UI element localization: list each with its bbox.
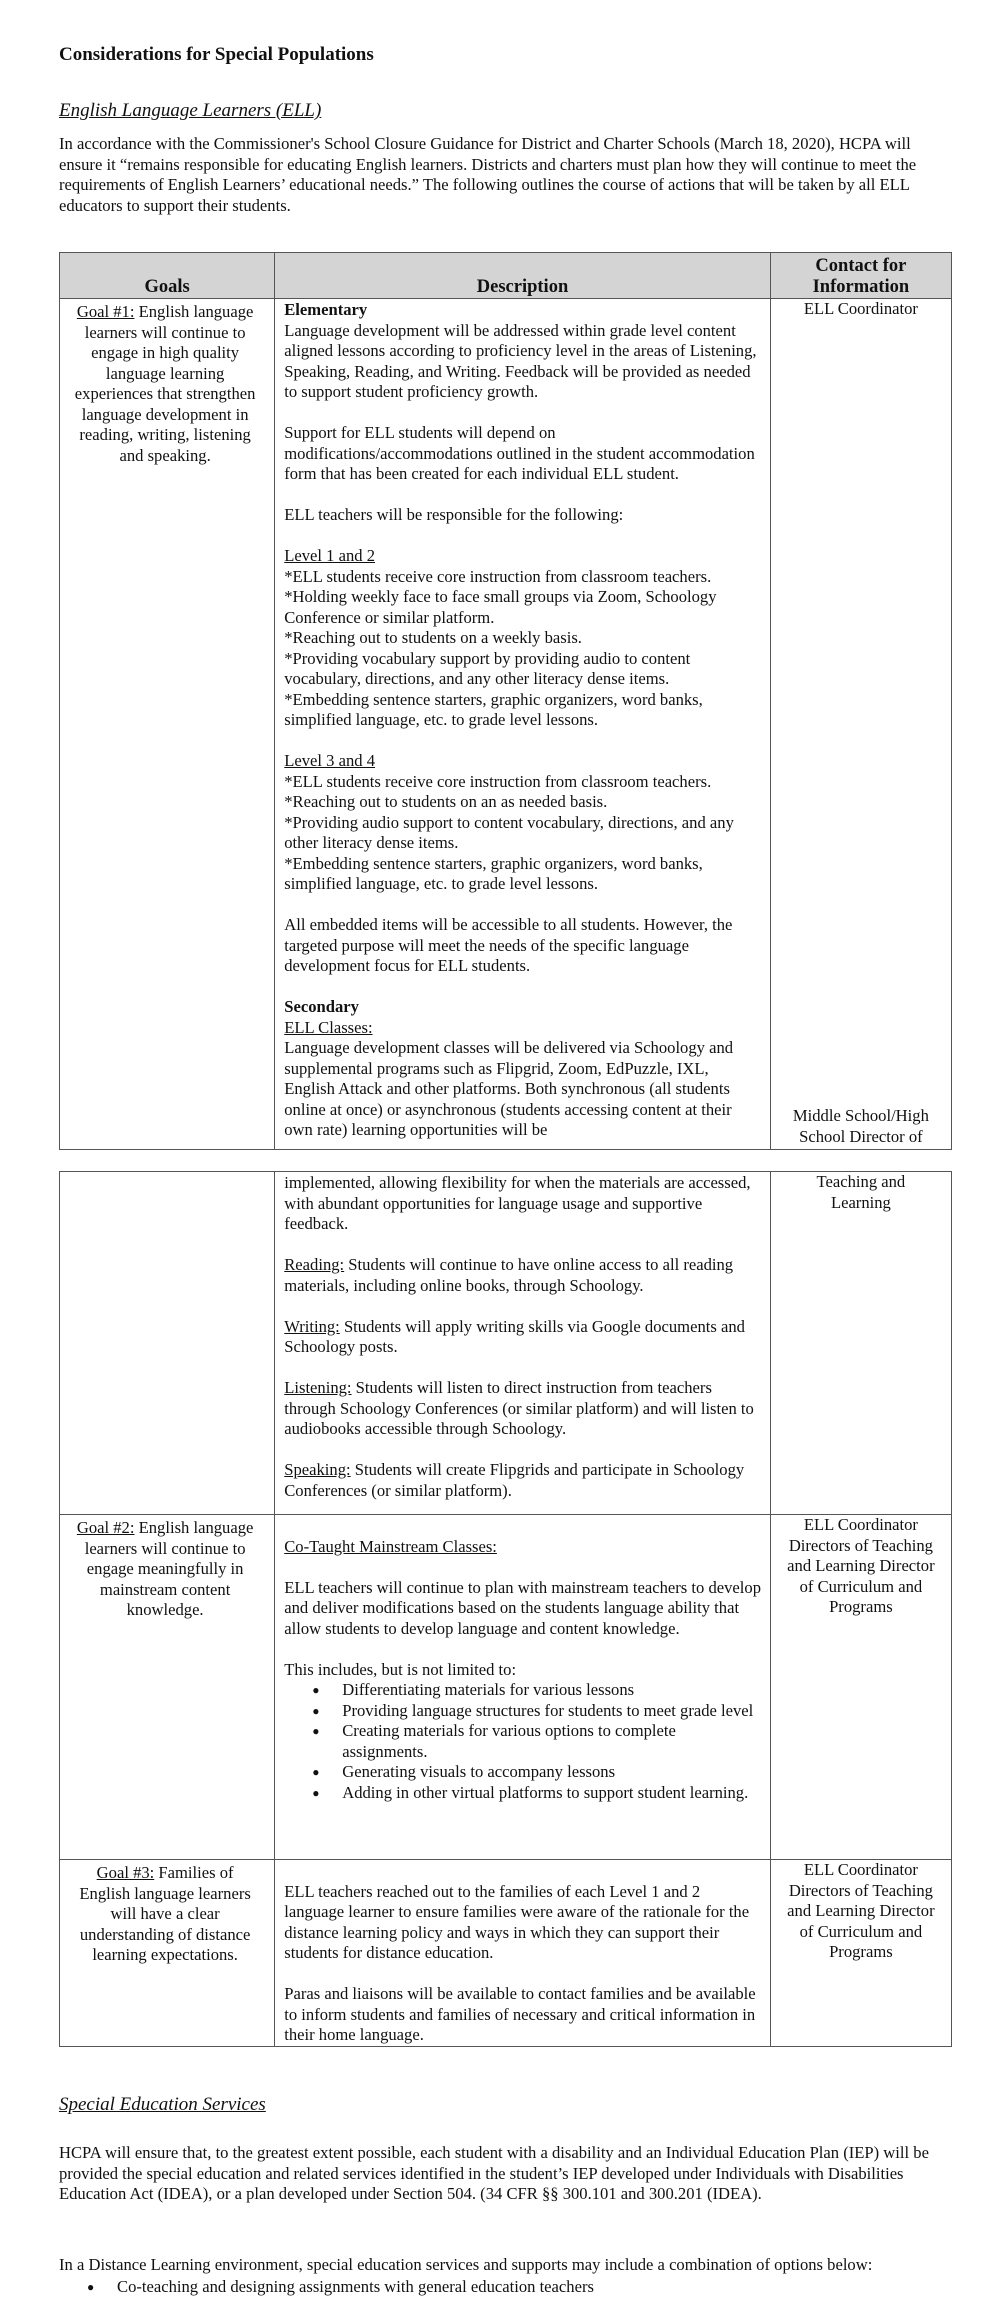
elementary-paragraph-1: Language development will be addressed within grade level content aligned lessons according to proficiency level in the areas of Listening, Speaking, Reading, and Writing. Feedback will be provided as needed to support student proficiency growth. xyxy=(284,320,757,401)
ell-section-heading: English Language Learners (ELL) xyxy=(59,100,322,121)
sped-bullet-list xyxy=(59,2277,594,2298)
level-1-2-item: *Embedding sentence starters, graphic organizers, word banks, simplified language, etc. to grade level lessons. xyxy=(284,689,703,729)
level-1-2-item: *ELL students receive core instruction from classroom teachers. xyxy=(284,566,712,586)
goal-1-continued-goal-cell xyxy=(60,1172,275,1515)
goal-3-cell xyxy=(60,1860,275,2047)
goals-header: Goals xyxy=(60,253,275,299)
goal-1-cell xyxy=(60,299,275,1150)
list-item: ● Co-teaching and designing assignments with general education teachers xyxy=(59,2277,594,2298)
description-header: Description xyxy=(275,253,771,299)
ell-table-part-1 xyxy=(59,252,952,1150)
goal-3-paragraph-1: ELL teachers reached out to the families of each Level 1 and 2 language learner to ensure families were aware of the rationale for the distance learning policy and ways in which they can support their students for distance education. xyxy=(284,1881,750,1962)
list-item: ● Differentiating materials for various lessons xyxy=(284,1680,762,1701)
ell-classes-paragraph: Language development classes will be delivered via Schoology and supplemental programs such as Flipgrid, Zoom, EdPuzzle, IXL, English Attack and other platforms. Both synchronous (all students online at once) or asynchronous (students accessing content at their own rate) learning opportunities will be xyxy=(284,1038,734,1139)
ell-classes-paragraph-continued: implemented, allowing flexibility for when the materials are accessed, with abundant opportunities for language usage and supportive feedback. xyxy=(284,1173,751,1233)
listening-text: Students will listen to direct instruction from teachers through Schoology Conferences (or similar platform) and will listen to audiobooks accessible through Schoology. xyxy=(284,1378,754,1438)
level-1-2-heading: Level 1 and 2 xyxy=(284,546,376,565)
list-item: ● Generating visuals to accompany lessons xyxy=(284,1762,762,1783)
sped-paragraph-1: HCPA will ensure that, to the greatest extent possible, each student with a disability and an Individual Education Plan (IEP) will be provided the special education and related services identified in the student’s IEP developed under Individuals with Disabilities Education Act (IDEA), or a plan developed under Section 504. (34 CFR §§ 300.101 and 300.201 (IDEA). xyxy=(59,2143,929,2204)
list-item: ● Creating materials for various options to complete assignments. xyxy=(284,1721,762,1762)
secondary-heading: Secondary xyxy=(284,997,359,1016)
level-1-2-item: *Reaching out to students on a weekly basis. xyxy=(284,628,582,647)
goal-3-contact: ELL Coordinator Directors of Teaching and Learning Director of Curriculum and Programs xyxy=(770,1860,951,2047)
goal-1-text: English language learners will continue to engage in high quality language learning experiences that strengthen language development in reading, writing, listening and speaking. xyxy=(74,302,256,465)
goal-2-description xyxy=(275,1515,771,1860)
list-item: ● Adding in other virtual platforms to support student learning. xyxy=(284,1783,762,1804)
embedded-items-note: All embedded items will be accessible to all students. However, the targeted purpose will meet the needs of the specific language development focus for ELL students. xyxy=(284,915,733,975)
reading-text: Students will continue to have online access to all reading materials, including online books, through Schoology. xyxy=(284,1255,734,1295)
writing-text: Students will apply writing skills via Google documents and Schoology posts. xyxy=(284,1316,745,1356)
elementary-paragraph-3: ELL teachers will be responsible for the following: xyxy=(284,505,624,524)
goal-3-paragraph-2: Paras and liaisons will be available to contact families and be available to inform students and families of necessary and critical information in their home language. xyxy=(284,1984,756,2044)
co-taught-heading: Co-Taught Mainstream Classes: xyxy=(284,1536,497,1556)
level-3-4-heading: Level 3 and 4 xyxy=(284,751,376,770)
goal-2-contact: ELL Coordinator Directors of Teaching and Learning Director of Curriculum and Programs xyxy=(770,1515,951,1860)
level-3-4-item: *Providing audio support to content vocabulary, directions, and any other literacy dense items. xyxy=(284,812,734,852)
elementary-heading: Elementary xyxy=(284,300,368,319)
goal-1-description xyxy=(275,299,771,1150)
writing-item xyxy=(284,1317,762,1358)
sped-paragraph-2: In a Distance Learning environment, special education services and supports may include a combination of options below: xyxy=(59,2255,873,2274)
goal-2-bullet-list xyxy=(284,1680,762,1803)
elementary-paragraph-2: Support for ELL students will depend on modifications/accommodations outlined in the student accommodation form that has been created for each individual ELL student. xyxy=(284,423,755,483)
goal-2-text: English language learners will continue to engage meaningfully in mainstream content knowledge. xyxy=(84,1518,254,1619)
goal-1-contact xyxy=(770,299,951,1150)
page-title: Considerations for Special Populations xyxy=(59,44,374,65)
goal-1-contact-continued: Teaching and Learning xyxy=(770,1172,951,1515)
list-item: ● Providing language structures for students to meet grade level xyxy=(284,1701,762,1722)
goal-3-text: Families of English language learners will have a clear understanding of distance learning expectations. xyxy=(79,1863,251,1964)
listening-item xyxy=(284,1378,762,1440)
listening-label: Listening: xyxy=(284,1378,352,1397)
goal-3-label: Goal #3: xyxy=(96,1863,155,1882)
goal-2-paragraph-1: ELL teachers will continue to plan with mainstream teachers to develop and deliver modifications based on the students language ability that allow students to develop language and content knowledge. xyxy=(284,1577,761,1638)
ell-intro-paragraph: In accordance with the Commissioner's School Closure Guidance for District and Charter Schools (March 18, 2020), HCPA will ensure it “remains responsible for educating English learners. Districts and charters must plan how they will continue to meet the requirements of English Learners’ educational needs.” The following outlines the course of actions that will be taken by all ELL educators to support their students. xyxy=(59,134,917,216)
goal-3-description xyxy=(275,1860,771,2047)
goal-2-cell xyxy=(60,1515,275,1860)
level-1-2-item: *Holding weekly face to face small groups via Zoom, Schoology Conference or similar platform. xyxy=(284,587,717,627)
goal-2-paragraph-2: This includes, but is not limited to: xyxy=(284,1659,517,1679)
contact-header: Contact for Information xyxy=(770,253,951,299)
speaking-label: Speaking: xyxy=(284,1460,351,1479)
level-1-2-item: *Providing vocabulary support by providing audio to content vocabulary, directions, and any other literacy dense items. xyxy=(284,648,691,688)
level-3-4-item: *Reaching out to students on an as needed basis. xyxy=(284,792,608,811)
level-3-4-item: *ELL students receive core instruction from classroom teachers. xyxy=(284,771,712,791)
reading-label: Reading: xyxy=(284,1255,345,1274)
goal-1-contact-bottom: Middle School/High School Director of xyxy=(792,1106,929,1146)
sped-section-heading: Special Education Services xyxy=(59,2094,266,2115)
writing-label: Writing: xyxy=(284,1316,340,1336)
goal-2-label: Goal #2: xyxy=(76,1518,135,1537)
goal-1-description-continued xyxy=(275,1172,771,1515)
speaking-text: Students will create Flipgrids and participate in Schoology Conferences (or similar platform). xyxy=(284,1460,745,1500)
goal-1-contact-top: ELL Coordinator xyxy=(803,299,918,318)
level-3-4-item: *Embedding sentence starters, graphic organizers, word banks, simplified language, etc. to grade level lessons. xyxy=(284,853,703,893)
goal-1-label: Goal #1: xyxy=(76,302,135,321)
reading-item xyxy=(284,1255,762,1296)
speaking-item xyxy=(284,1460,762,1501)
ell-table-part-2 xyxy=(59,1171,952,2047)
ell-classes-heading: ELL Classes: xyxy=(284,1017,373,1037)
